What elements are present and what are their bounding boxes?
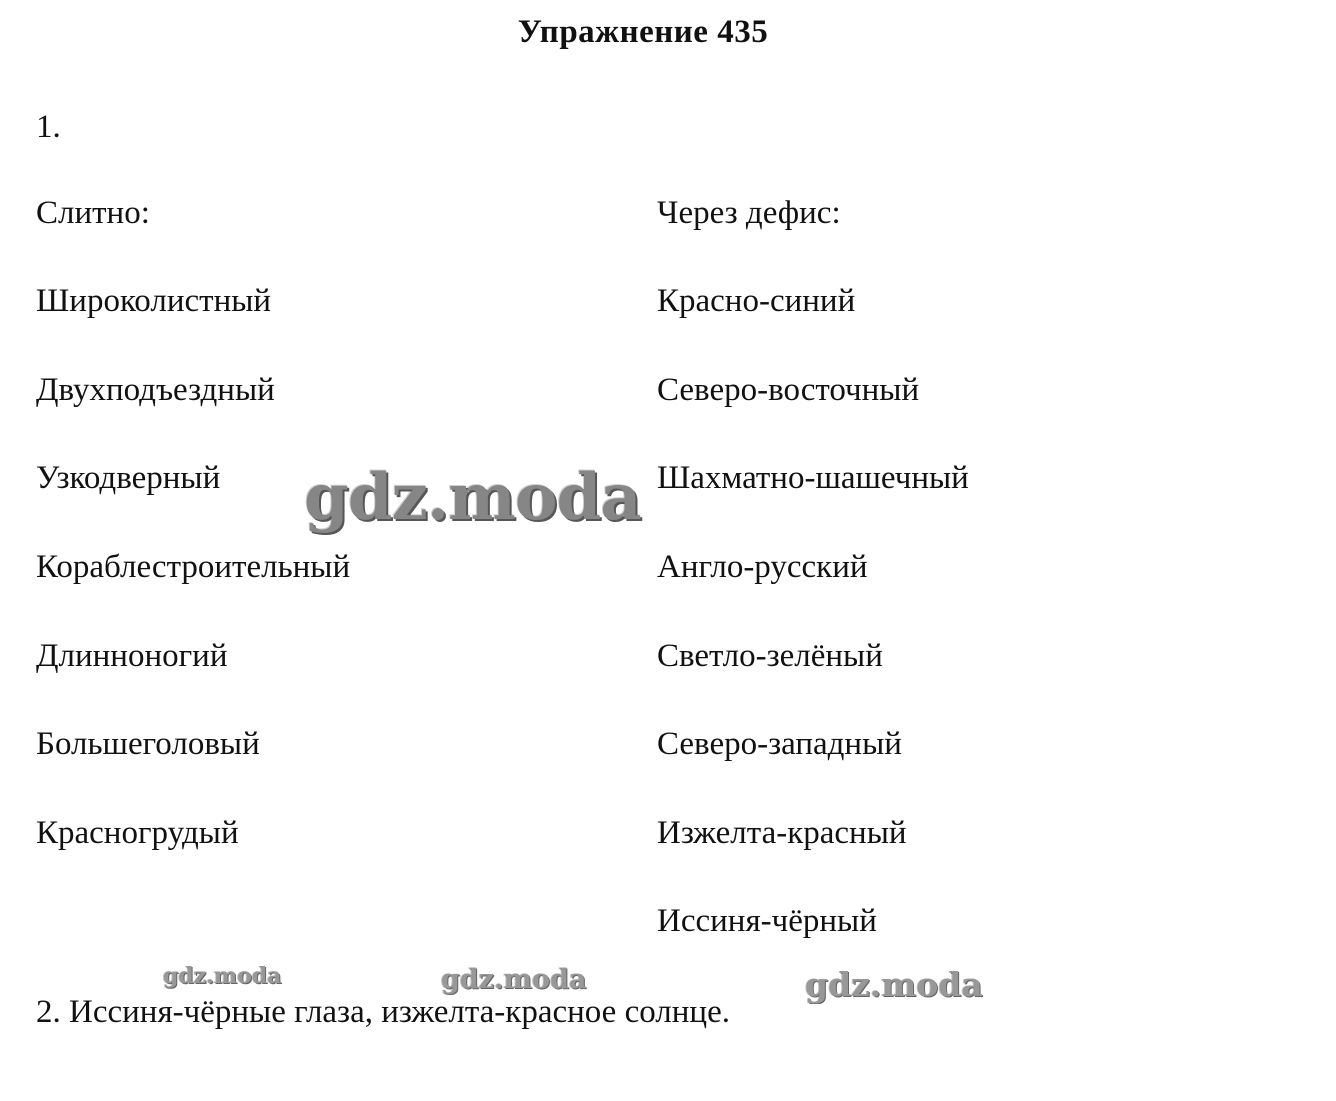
watermark-logo: gdz.moda — [441, 964, 587, 995]
right-item: Светло-зелёный — [657, 638, 883, 674]
right-item: Северо-восточный — [657, 372, 920, 408]
left-item: Длинноногий — [36, 638, 228, 674]
exercise-title: Упражнение 435 — [517, 14, 769, 50]
right-item: Красно-синий — [657, 283, 856, 319]
left-item: Двухподъездный — [36, 372, 275, 408]
right-item: Англо-русский — [657, 549, 868, 585]
left-column-header: Слитно: — [36, 195, 150, 231]
right-item: Шахматно-шашечный — [657, 460, 969, 496]
left-item: Красногрудый — [36, 815, 239, 851]
watermark-logo: gdz.moda — [304, 460, 641, 535]
watermark-logo: gdz.moda — [805, 965, 983, 1004]
part-2-sentence: 2. Иссиня-чёрные глаза, изжелта-красное солнце. — [36, 994, 730, 1030]
watermark-logo: gdz.moda — [163, 963, 282, 989]
left-item: Кораблестроительный — [36, 549, 351, 585]
right-item: Иссиня-чёрный — [657, 903, 877, 939]
left-item: Большеголовый — [36, 726, 260, 762]
left-item: Широколистный — [36, 283, 272, 319]
part-1-label: 1. — [36, 109, 61, 145]
right-item: Северо-западный — [657, 726, 902, 762]
left-item: Узкодверный — [36, 460, 221, 496]
right-item: Изжелта-красный — [657, 815, 907, 851]
right-column-header: Через дефис: — [657, 195, 841, 231]
